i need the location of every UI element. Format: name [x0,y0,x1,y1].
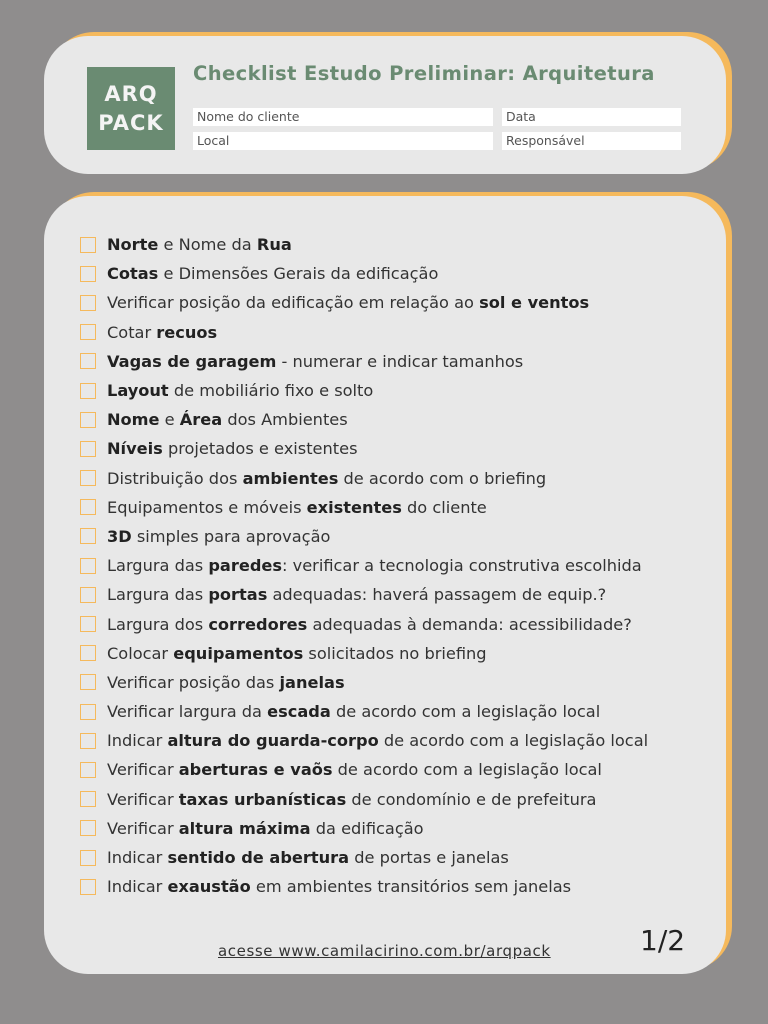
checklist-item [80,726,648,755]
checklist-item-label [107,235,292,254]
item-text: solicitados no briefing [303,643,487,663]
checklist-item-label [107,731,648,750]
item-text: Largura das [107,556,209,576]
checkbox[interactable] [80,674,96,690]
emphasis-text: Norte [107,235,159,255]
checkbox[interactable] [80,353,96,369]
checklist-item [80,814,648,843]
item-text: de portas e janelas [349,848,509,868]
item-text: : verificar a tecnologia construtiva escolhida [282,556,642,576]
checklist-item-label [107,527,330,546]
item-text: e Nome da [158,235,257,255]
emphasis-text: sentido de abertura [167,848,350,868]
checklist-item [80,376,648,405]
checklist-item-label [107,498,487,517]
checklist-item-label [107,760,602,779]
emphasis-text: Área [179,410,223,430]
item-text: do cliente [401,497,487,517]
item-text: e [159,410,180,430]
logo-line-1: ARQ [104,81,158,106]
checklist-item [80,843,648,872]
emphasis-text: Cotas [107,264,159,284]
checklist-item-label [107,323,217,342]
emphasis-text: paredes [208,556,283,576]
emphasis-text: aberturas e vaõs [178,760,333,780]
item-text: Verificar posição da edificação em relação ao [107,293,480,313]
emphasis-text: equipamentos [173,643,304,663]
checklist-item [80,493,648,522]
item-text: em ambientes transitórios sem janelas [250,877,572,897]
emphasis-text: escada [267,702,331,722]
checkbox[interactable] [80,383,96,399]
checklist-item-label [107,673,345,692]
checklist-item-label [107,469,546,488]
emphasis-text: Rua [256,235,292,255]
checkbox[interactable] [80,820,96,836]
checklist-item [80,639,648,668]
emphasis-text: Layout [107,381,169,401]
page-number: 1/2 [640,924,686,957]
emphasis-text: exaustão [167,877,251,897]
checklist-item [80,259,648,288]
checkbox[interactable] [80,237,96,253]
checklist-item-label [107,585,606,604]
checklist-item [80,405,648,434]
arqpack-logo [87,67,175,150]
checklist-item-label [107,264,438,283]
checkbox[interactable] [80,499,96,515]
client-name-field[interactable]: Nome do cliente [193,108,493,126]
checklist-item-label [107,556,642,575]
emphasis-text: altura máxima [178,818,311,838]
website-link[interactable]: acesse www.camilacirino.com.br/arqpack [218,942,551,960]
checklist-item [80,347,648,376]
emphasis-text: Níveis [107,439,163,459]
item-text: adequadas: haverá passagem de equip.? [267,585,607,605]
item-text: Indicar [107,731,168,751]
checkbox[interactable] [80,412,96,428]
item-text: Verificar [107,760,179,780]
checklist-item-label [107,790,596,809]
item-text: de acordo com a legislação local [332,760,602,780]
checklist-item-label [107,877,571,896]
checkbox[interactable] [80,295,96,311]
checklist-item-label [107,819,424,838]
emphasis-text: corredores [208,614,308,634]
checklist-item [80,609,648,638]
emphasis-text: existentes [306,497,402,517]
checklist-item [80,785,648,814]
item-text: Verificar largura da [107,702,268,722]
checkbox[interactable] [80,324,96,340]
checkbox[interactable] [80,441,96,457]
item-text: Distribuição dos [107,468,243,488]
location-field[interactable]: Local [193,132,493,150]
checklist-item-label [107,381,373,400]
checklist-item [80,288,648,317]
checklist-item [80,434,648,463]
checklist-item-label [107,410,348,429]
item-text: Largura das [107,585,209,605]
checklist-item [80,318,648,347]
checklist-item [80,872,648,901]
checklist-item-label [107,615,632,634]
checkbox[interactable] [80,558,96,574]
checkbox[interactable] [80,762,96,778]
emphasis-text: recuos [156,322,218,342]
item-text: Indicar [107,877,168,897]
checklist-item-label [107,848,509,867]
item-text: Equipamentos e móveis [107,497,307,517]
checklist-item [80,522,648,551]
item-text: Verificar [107,789,179,809]
emphasis-text: altura do guarda-corpo [167,731,379,751]
emphasis-text: taxas urbanísticas [178,789,347,809]
checklist-item [80,230,648,259]
item-text: Cotar [107,322,157,342]
checklist-item [80,551,648,580]
emphasis-text: 3D [107,526,132,546]
checkbox[interactable] [80,616,96,632]
emphasis-text: sol e ventos [479,293,590,313]
emphasis-text: janelas [279,672,345,692]
item-text: simples para aprovação [131,526,331,546]
page-title: Checklist Estudo Preliminar: Arquitetura [193,62,655,85]
checklist [80,230,648,901]
checklist-item-label [107,293,589,312]
item-text: de acordo com a legislação local [330,702,601,722]
checklist-item-label [107,702,600,721]
item-text: Verificar posição das [107,672,280,692]
checklist-item-label [107,352,523,371]
item-text: dos Ambientes [222,410,348,430]
item-text: Verificar [107,818,179,838]
item-text: Largura dos [107,614,209,634]
checklist-item [80,464,648,493]
checkbox[interactable] [80,528,96,544]
checkbox[interactable] [80,266,96,282]
checkbox[interactable] [80,645,96,661]
checkbox[interactable] [80,733,96,749]
checklist-item [80,580,648,609]
checkbox[interactable] [80,587,96,603]
checkbox[interactable] [80,879,96,895]
item-text: Colocar [107,643,174,663]
emphasis-text: portas [208,585,268,605]
item-text: de acordo com o briefing [338,468,547,488]
item-text: da edificação [310,818,424,838]
item-text: - numerar e indicar tamanhos [276,351,524,371]
item-text: adequadas à demanda: acessibilidade? [307,614,632,634]
checklist-card [44,196,726,974]
item-text: de mobiliário fixo e solto [168,381,374,401]
date-field[interactable]: Data [502,108,681,126]
checkbox[interactable] [80,470,96,486]
checkbox[interactable] [80,850,96,866]
item-text: Indicar [107,848,168,868]
checkbox[interactable] [80,704,96,720]
item-text: e Dimensões Gerais da edificação [158,264,439,284]
logo-line-2: PACK [98,110,164,135]
header-card [44,36,726,174]
checklist-item [80,668,648,697]
emphasis-text: Nome [107,410,160,430]
checklist-item [80,697,648,726]
checklist-item-label [107,644,487,663]
emphasis-text: Vagas de garagem [107,351,277,371]
emphasis-text: ambientes [242,468,339,488]
checklist-item [80,755,648,784]
item-text: de acordo com a legislação local [378,731,649,751]
item-text: projetados e existentes [162,439,358,459]
checklist-item-label [107,439,358,458]
checkbox[interactable] [80,791,96,807]
responsible-field[interactable]: Responsável [502,132,681,150]
item-text: de condomínio e de prefeitura [346,789,597,809]
